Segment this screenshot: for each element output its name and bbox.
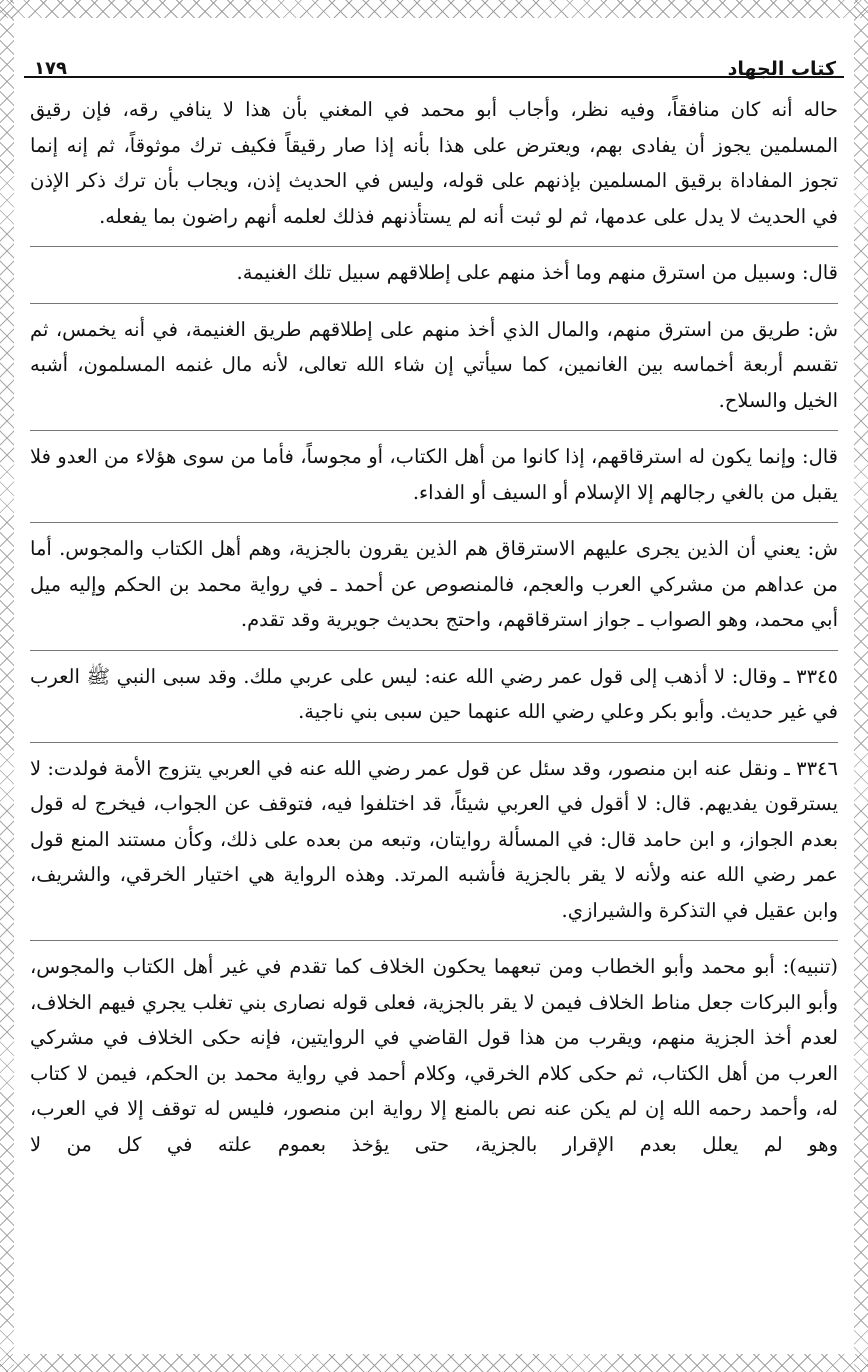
section-divider bbox=[30, 932, 838, 941]
page-number: ١٧٩ bbox=[34, 58, 67, 79]
running-title: كتاب الجهاد bbox=[727, 58, 836, 80]
page-header bbox=[24, 30, 844, 78]
section-divider bbox=[30, 238, 838, 247]
section-divider bbox=[30, 642, 838, 651]
book-page bbox=[24, 30, 844, 1352]
section-divider bbox=[30, 295, 838, 304]
paragraph-continuation: حاله أنه كان منافقاً، وفيه نظر، وأجاب أبو محمد في المغني بأن هذا لا ينافي رقه، فإن رقيق المسلمين يجوز أن يفادى بهم، ويعترض على هذا بأنه إذا صار رقيقاً فكيف ترك موثوقاً، ثم إنه إنما تجوز المفاداة برقيق المسلمين بإذنهم على قوله، وليس في الحديث إذن، ويجاب بأن ترك ذكر الإذن في الحديث لا يدل على عدمها، ثم لو ثبت أنه لم يستأذنهم فذلك لعلمه أنهم راضون بما يفعله. bbox=[30, 98, 838, 228]
page-border-top bbox=[0, 0, 868, 18]
page-border-left bbox=[0, 0, 14, 1372]
paragraph-note: (تنبيه): أبو محمد وأبو الخطاب ومن تبعهما يحكون الخلاف كما تقدم في غير أهل الكتاب والمجوس، وأبو البركات جعل مناط الخلاف فيمن لا يقر بالجزية، فعلى قوله نصارى بني تغلب يجري فيهم الخلاف، لعدم أخذ الجزية منهم، ويقرب من هذا قول القاضي في الروايتين، فإنه حكى الخلاف في مشركي العرب من أهل الكتاب، ثم حكى كلام الخرقي، وكلام أحمد في رواية محمد بن الحكم، فيمن لا كتاب له، وأحمد رحمه الله إن لم يكن عنه نص بالمنع إلا رواية ابن منصور، فليس له توقف إلا في العرب، وهو لم يعلل بعدم الإقرار بالجزية، حتى يؤخذ بعموم علته في كل من لا bbox=[30, 955, 838, 1156]
paragraph-matn: قال: وإنما يكون له استرقاقهم، إذا كانوا من أهل الكتاب، أو مجوساً، فأما من سوى هؤلاء من العدو فلا يقبل من بالغي رجالهم إلا الإسلام أو السيف أو الفداء. bbox=[30, 445, 838, 504]
paragraph-sharh: ش: طريق من استرق منهم، والمال الذي أخذ منهم على إطلاقهم طريق الغنيمة، في أنه يخمس، ثم تقسم أربعة أخماسه بين الغانمين، كما سيأتي إن شاء الله تعالى، لأنه مال غنمه المسلمون، أشبه الخيل والسلاح. bbox=[30, 317, 838, 412]
page-border-bottom bbox=[0, 1354, 868, 1372]
section-divider bbox=[30, 514, 838, 523]
page-border-right bbox=[854, 0, 868, 1372]
paragraph-numbered: ٣٣٤٦ ـ ونقل عنه ابن منصور، وقد سئل عن قول عمر رضي الله عنه في العربي يتزوج الأمة فولدت: لا يسترقون يفديهم. قال: لا أقول في العربي شيئاً، قد اختلفوا فيه، فتوقف عن الجواب، فيخرج له قول بعدم الجواز، و ابن حامد قال: في المسألة روايتان، وتبعه من بعده على ذلك، وكأن مستند المنع قول عمر رضي الله عنه ولأنه لا يقر بالجزية فأشبه المرتد. وهذه الرواية هي اختيار الخرقي، والشريف، وابن عقيل في التذكرة والشيرازي. bbox=[30, 756, 838, 922]
paragraph-matn: قال: وسبيل من استرق منهم وما أخذ منهم على إطلاقهم سبيل تلك الغنيمة. bbox=[236, 261, 838, 284]
paragraph-numbered: ٣٣٤٥ ـ وقال: لا أذهب إلى قول عمر رضي الله عنه: ليس على عربي ملك. وقد سبى النبي ﷺ العرب في غير حديث. وأبو بكر وعلي رضي الله عنهما حين سبى بني ناجية. bbox=[30, 664, 838, 723]
section-divider bbox=[30, 422, 838, 431]
section-divider bbox=[30, 734, 838, 743]
page-body bbox=[24, 78, 844, 1162]
paragraph-sharh: ش: يعني أن الذين يجرى عليهم الاسترقاق هم الذين يقرون بالجزية، وهم أهل الكتاب والمجوس. أما من عداهم من مشركي العرب والعجم، فالمنصوص عن أحمد ـ في رواية محمد بن الحكم وإليه ميل أبي محمد، وهو الصواب ـ جواز استرقاقهم، واحتج بحديث جويرية وقد تقدم. bbox=[30, 537, 838, 631]
